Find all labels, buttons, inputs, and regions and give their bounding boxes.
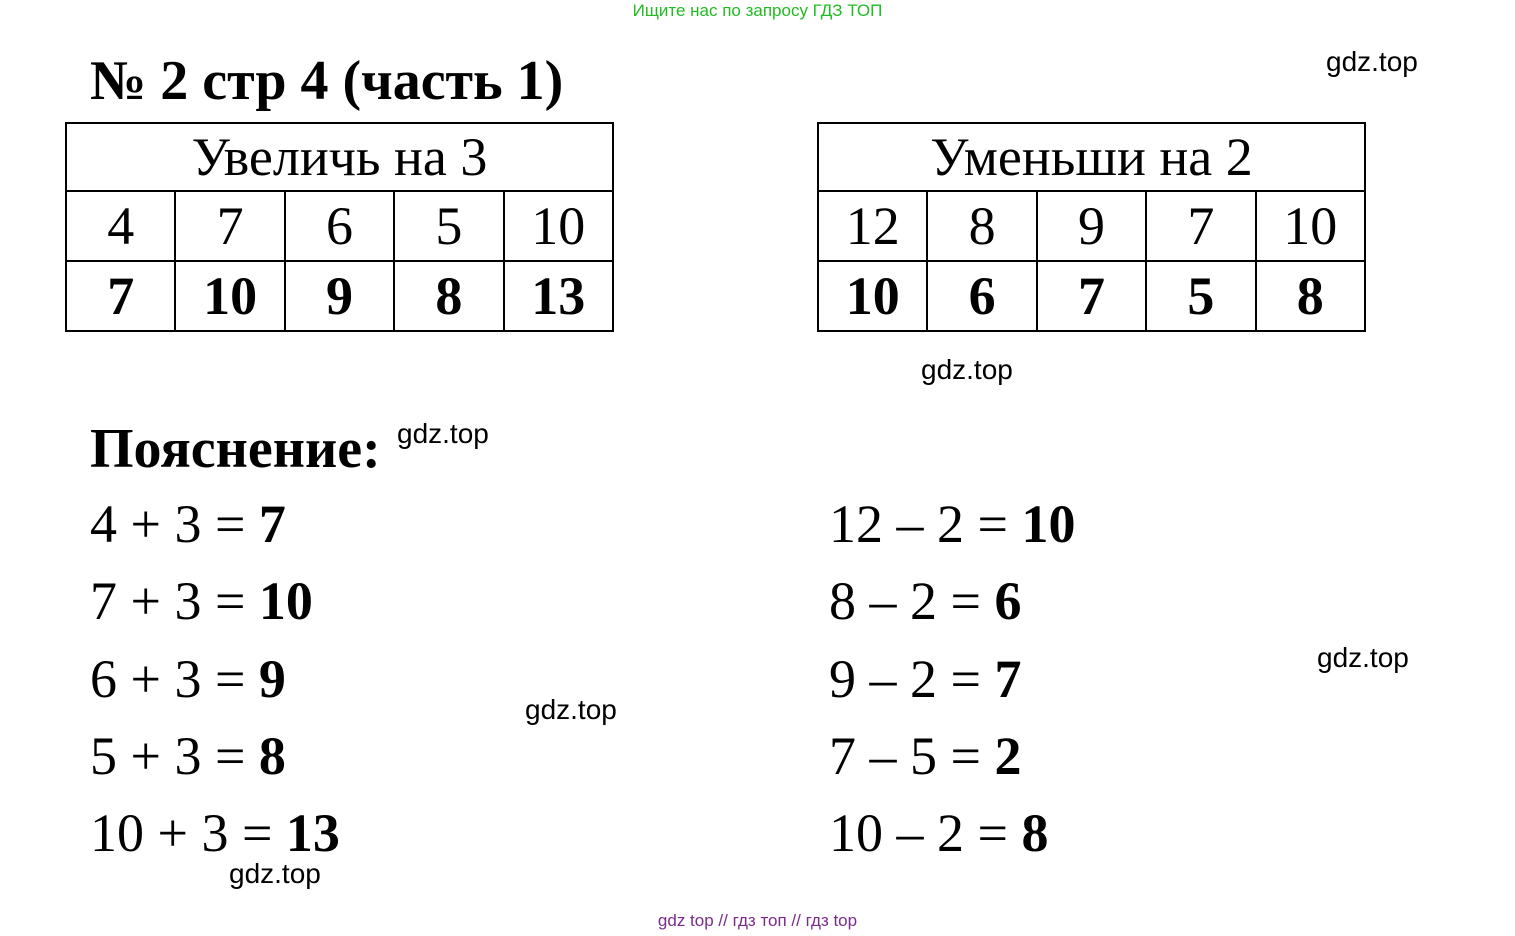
increase-input-cell: 4 bbox=[66, 191, 175, 261]
equation-left bbox=[90, 726, 286, 786]
increase-input-cell: 10 bbox=[504, 191, 613, 261]
page-title: № 2 стр 4 (часть 1) bbox=[90, 50, 564, 112]
equation-right bbox=[829, 726, 1021, 786]
equation-right bbox=[829, 649, 1021, 709]
watermark-center: gdz.top bbox=[525, 694, 617, 725]
equation-left bbox=[90, 571, 313, 631]
equation-right bbox=[829, 571, 1021, 631]
equation-result: 10 bbox=[1021, 494, 1076, 554]
equation-expression: 7 + 3 = bbox=[90, 571, 259, 631]
equation-right bbox=[829, 803, 1048, 863]
equation-expression: 10 – 2 = bbox=[829, 803, 1022, 863]
equation-expression: 7 – 5 = bbox=[829, 726, 995, 786]
decrease-input-cell: 8 bbox=[927, 191, 1036, 261]
watermark-right-middle: gdz.top bbox=[1317, 642, 1409, 673]
decrease-result-cell: 5 bbox=[1146, 261, 1255, 331]
equation-expression: 4 + 3 = bbox=[90, 494, 259, 554]
increase-table-header: Увеличь на 3 bbox=[66, 123, 613, 191]
decrease-result-cell: 7 bbox=[1037, 261, 1146, 331]
equation-result: 13 bbox=[285, 803, 340, 863]
equation-result: 9 bbox=[258, 649, 286, 709]
equation-result: 10 bbox=[258, 571, 313, 631]
increase-result-cell: 8 bbox=[394, 261, 503, 331]
equation-left bbox=[90, 494, 286, 554]
increase-result-cell: 13 bbox=[504, 261, 613, 331]
increase-input-cell: 7 bbox=[175, 191, 284, 261]
equation-result: 8 bbox=[1021, 803, 1049, 863]
equation-expression: 8 – 2 = bbox=[829, 571, 995, 631]
equation-result: 7 bbox=[994, 649, 1022, 709]
decrease-table-header: Уменьши на 2 bbox=[818, 123, 1365, 191]
equation-left bbox=[90, 649, 286, 709]
decrease-result-cell: 10 bbox=[818, 261, 927, 331]
equation-expression: 9 – 2 = bbox=[829, 649, 995, 709]
equation-expression: 5 + 3 = bbox=[90, 726, 259, 786]
equation-result: 6 bbox=[994, 571, 1022, 631]
watermark-top-right: gdz.top bbox=[1326, 46, 1418, 77]
explanation-heading: Пояснение: bbox=[90, 418, 381, 480]
equation-result: 2 bbox=[994, 726, 1022, 786]
decrease-input-cell: 7 bbox=[1146, 191, 1255, 261]
increase-input-cell: 6 bbox=[285, 191, 394, 261]
equation-left bbox=[90, 803, 340, 863]
decrease-table bbox=[817, 122, 1366, 332]
decrease-result-cell: 6 bbox=[927, 261, 1036, 331]
equation-expression: 6 + 3 = bbox=[90, 649, 259, 709]
equation-result: 8 bbox=[258, 726, 286, 786]
watermark-below-right-table: gdz.top bbox=[921, 354, 1013, 385]
equation-right bbox=[829, 494, 1075, 554]
decrease-input-cell: 12 bbox=[818, 191, 927, 261]
equation-expression: 12 – 2 = bbox=[829, 494, 1022, 554]
decrease-result-cell: 8 bbox=[1256, 261, 1365, 331]
equation-result: 7 bbox=[258, 494, 286, 554]
increase-table bbox=[65, 122, 614, 332]
footer-text: gdz top // гдз топ // гдз top bbox=[657, 911, 858, 930]
increase-result-cell: 10 bbox=[175, 261, 284, 331]
decrease-input-cell: 9 bbox=[1037, 191, 1146, 261]
watermark-bottom-left: gdz.top bbox=[229, 858, 321, 889]
increase-result-cell: 9 bbox=[285, 261, 394, 331]
increase-input-cell: 5 bbox=[394, 191, 503, 261]
equation-expression: 10 + 3 = bbox=[90, 803, 286, 863]
watermark-heading: gdz.top bbox=[397, 418, 489, 449]
increase-result-cell: 7 bbox=[66, 261, 175, 331]
decrease-input-cell: 10 bbox=[1256, 191, 1365, 261]
top-banner: Ищите нас по запросу ГДЗ ТОП bbox=[632, 1, 883, 20]
